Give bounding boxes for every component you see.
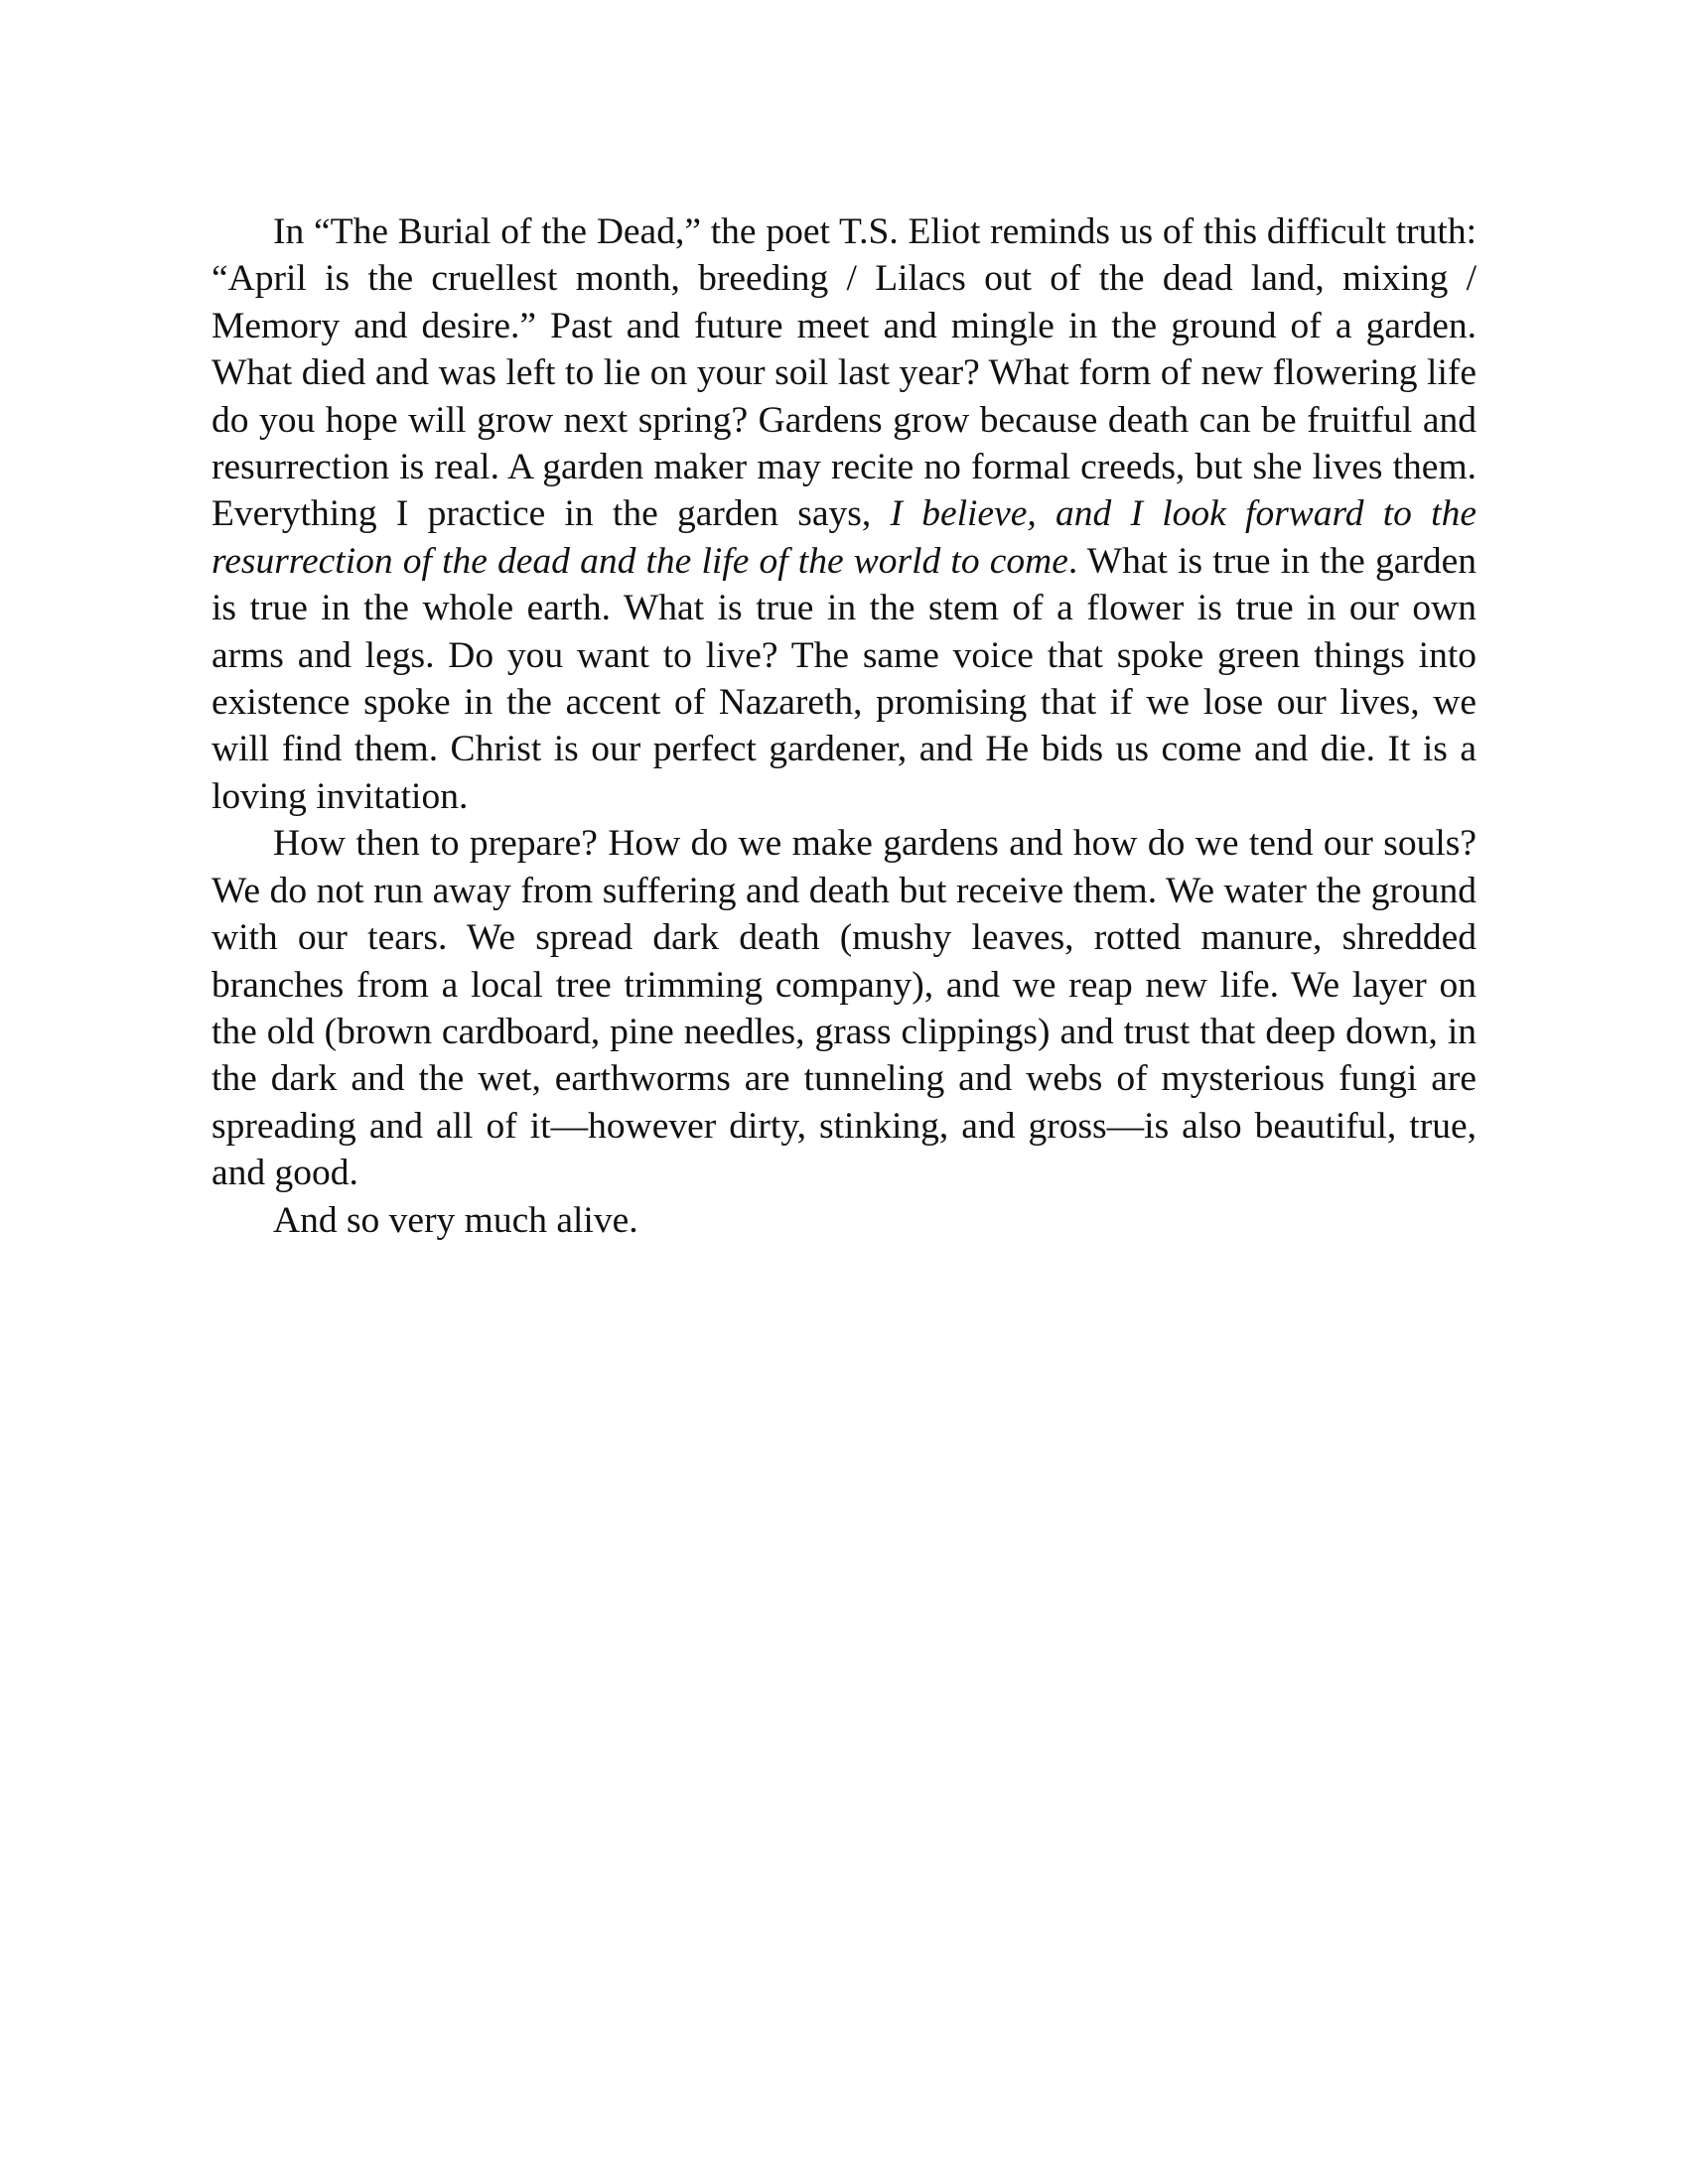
paragraph-2: How then to prepare? How do we make gardens and how do we tend our souls? We do not run away from suffering and death but receive them. We water the ground with our tears. We spread dark death (mushy leaves, rotted manure, shredded branches from a local tree trimming company), and we reap new life. We layer on the old (brown cardboard, pine needles, grass clippings) and trust that deep down, in the dark and the wet, earthworms are tunneling and webs of mysterious fungi are spreading and all of it—however dirty, stinking, and gross—is also beautiful, true, and good.	[211, 823, 1477, 1194]
paragraph-1-text-end: . What is true in the garden is true in the whole earth. What is true in the stem of a flower is true in our own arms and legs. Do you want to live? The same voice that spoke green things into existence spoke in the accent of Nazareth, promising that if we lose our lives, we will find them. Christ is our perfect gardener, and He bids us come and die. It is a loving invitation.	[211, 540, 1477, 817]
paragraph-1-text-start: In “The Burial of the Dead,” the poet T.S. Eliot reminds us of this difficult truth: “April is the cruellest month, breeding / Lilacs out of the dead land, mixing / Memory and desire.” Past and future meet and mingle in the ground of a garden. What died and was left to lie on your soil last year? What form of new flowering life do you hope will grow next spring? Gardens grow because death can be fruitful and resurrection is real. A garden maker may recite no formal creeds, but she lives them. Everything I practice in the garden says,	[211, 211, 1477, 535]
paragraph-1	[211, 208, 1477, 820]
body-text	[211, 208, 1477, 1244]
creed-quote-italic: I believe, and I look forward to the resurrection of the dead and the life of the world to come	[211, 493, 1477, 582]
paragraph-3: And so very much alive.	[273, 1199, 638, 1241]
